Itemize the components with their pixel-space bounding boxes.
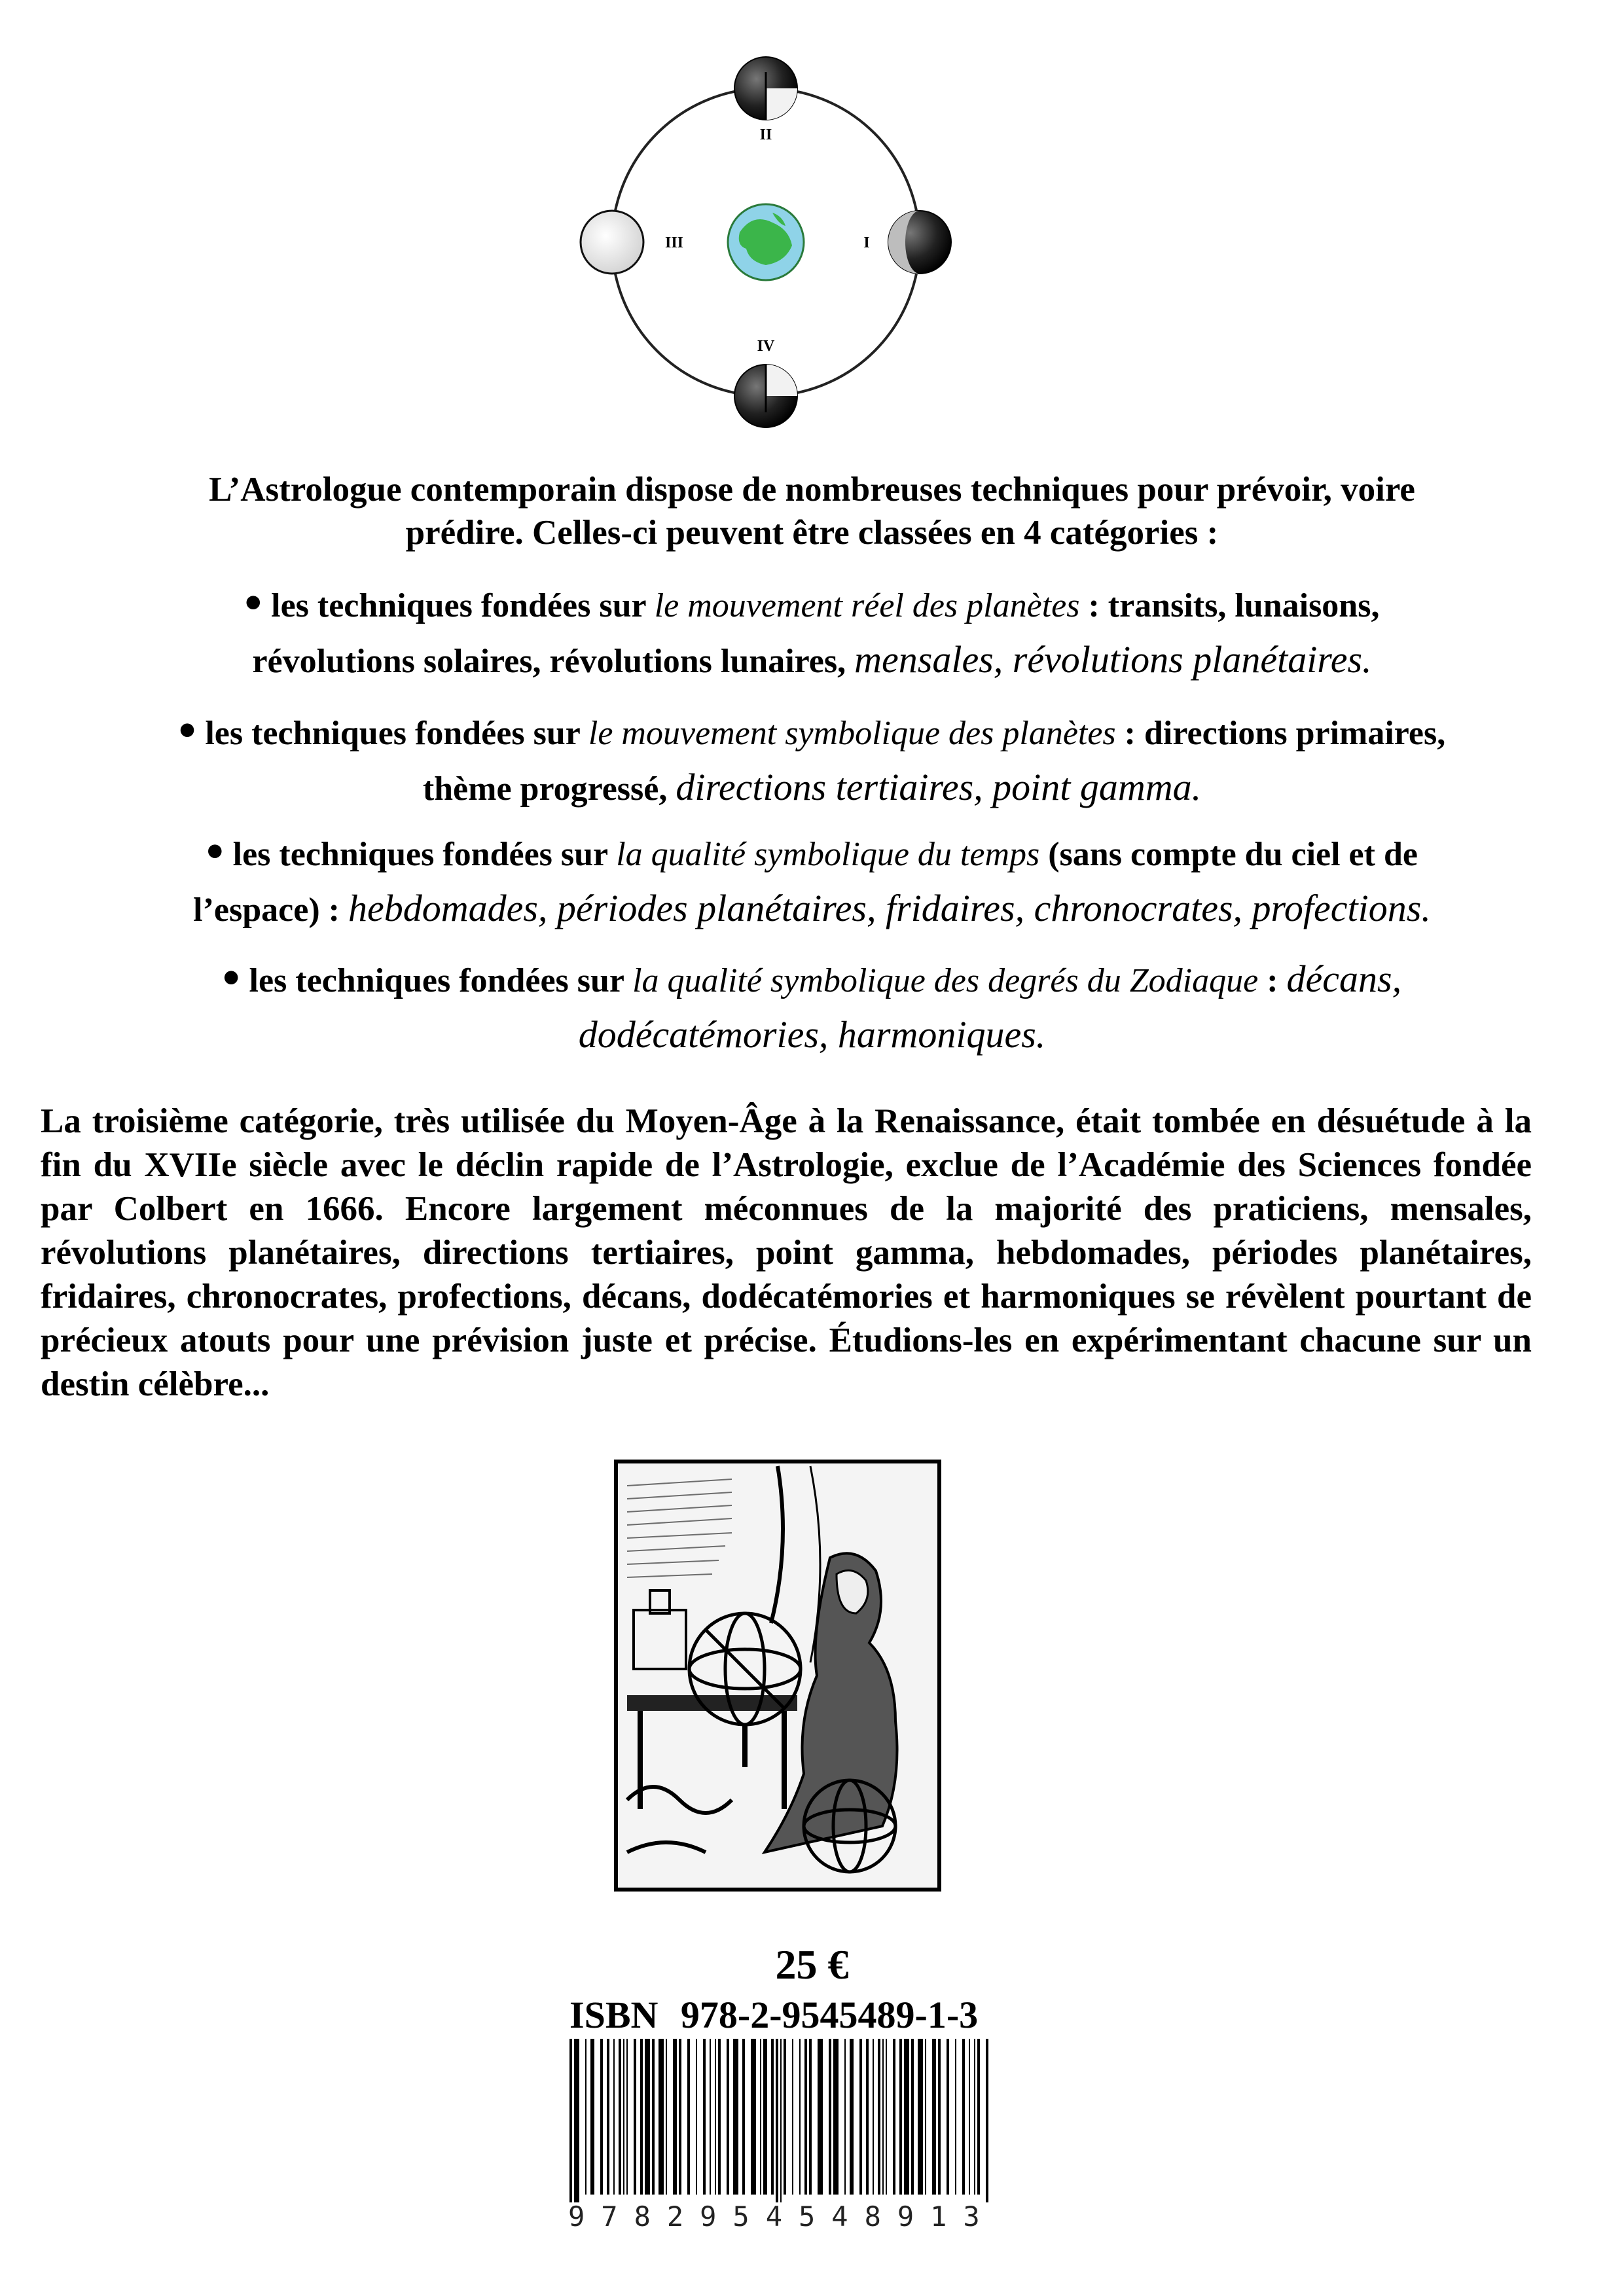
bullet-dot-icon: •	[222, 950, 240, 1005]
intro-line-2: prédire. Celles-ci peuvent être classées en 4 catégories :	[405, 514, 1219, 552]
barcode-bar	[640, 2039, 643, 2195]
barcode-bar	[938, 2039, 941, 2195]
barcode-bar	[969, 2039, 970, 2195]
barcode-bar	[634, 2039, 636, 2195]
barcode-bar	[974, 2039, 975, 2195]
barcode-bar	[925, 2039, 926, 2195]
barcode-bar	[718, 2039, 721, 2195]
moon-phase-II-icon	[734, 57, 797, 120]
barcode-bar	[703, 2039, 706, 2195]
bullet-dot-icon: •	[178, 703, 196, 758]
barcode-image	[564, 2039, 996, 2202]
barcode-bar	[911, 2039, 914, 2195]
barcode-bar	[844, 2039, 846, 2195]
lunar-phase-diagram	[576, 46, 956, 439]
barcode-bar	[780, 2039, 782, 2202]
description-paragraph: La troisième catégorie, très utilisée du Moyen-Âge à la Renaissance, était tombée en désuétude à la fin du XVIIe siècle avec le déclin rapide de l’Astrologie, exclue de l’Académie des Sciences fondée par Colbert en 1666. Encore largement méconnues de la majorité des praticiens, mensales, révolutions planétaires, directions tertiaires, point gamma, hebdomades, périodes planétaires, fridaires, chronocrates, profections, décans, dodécatémories et harmoniques se révèlent pourtant de précieux atouts pour une prévision juste et précise. Étudions-les en expérimentant chacune sur un destin célèbre...	[41, 1102, 1532, 1403]
moon-phase-I-icon	[888, 211, 951, 274]
barcode-bar	[918, 2039, 923, 2195]
intro-line-1: L’Astrologue contemporain dispose de nombreuses techniques pour prévoir, voire	[209, 471, 1415, 509]
barcode-bar	[947, 2039, 949, 2195]
barcode-bar	[763, 2039, 767, 2195]
phase-label-IV: IV	[757, 338, 775, 355]
barcode-bar	[784, 2039, 786, 2195]
barcode-bar	[809, 2039, 812, 2195]
barcode-bar	[733, 2039, 738, 2195]
barcode-bar	[829, 2039, 831, 2195]
barcode-bar	[710, 2039, 711, 2195]
barcode-bar	[904, 2039, 909, 2195]
barcode-bar	[799, 2039, 801, 2195]
phase-label-II: II	[759, 126, 772, 143]
bullet-item-symbolic-time: • les techniques fondées sur la qualité symbolique du temps (sans compte du ciel et de l’espace) : hebdomades, périodes planétaires, fridaires, chronocrates, profections.	[193, 824, 1431, 929]
bullet-item-symbolic-movement: • les techniques fondées sur le mouvement symbolique des planètes : directions primaires, thème progressé, directions tertiaires, point gamma.	[178, 703, 1446, 808]
barcode-bar	[962, 2039, 965, 2195]
barcode-bar	[696, 2039, 697, 2195]
barcode-bar	[607, 2039, 609, 2195]
barcode-bar	[955, 2039, 956, 2195]
bullet-item-real-movement: • les techniques fondées sur le mouvement réel des planètes : transits, lunaisons, révolutions solaires, révolutions lunaires, mensales, révolutions planétaires.	[244, 575, 1380, 681]
barcode-bar	[850, 2039, 854, 2195]
barcode-bar	[590, 2039, 594, 2195]
barcode-bar	[569, 2039, 572, 2202]
barcode-bar	[687, 2039, 690, 2195]
barcode-bar	[742, 2039, 745, 2195]
barcode-bar	[619, 2039, 621, 2195]
barcode-digits: 9782954548913	[568, 2200, 996, 2233]
barcode-bar	[666, 2039, 667, 2195]
earth-icon	[728, 204, 804, 280]
barcode-bar	[833, 2039, 839, 2195]
barcode-bar	[727, 2039, 729, 2195]
barcode-bar	[760, 2039, 761, 2195]
barcode-bar	[792, 2039, 793, 2195]
barcode-bar	[873, 2039, 874, 2195]
bullet-dot-icon: •	[206, 824, 224, 879]
barcode-bar	[679, 2039, 681, 2195]
astrologer-engraving-image	[614, 1460, 941, 1892]
barcode-bar	[673, 2039, 677, 2195]
barcode-bar	[866, 2039, 869, 2195]
phase-label-III: III	[664, 234, 684, 251]
barcode-bar	[977, 2039, 980, 2195]
barcode-bar	[804, 2039, 807, 2195]
bullet-item-zodiac-degrees: • les techniques fondées sur la qualité symbolique des degrés du Zodiaque : décans, dodécatémories, harmoniques.	[222, 950, 1402, 1056]
barcode-bar	[645, 2039, 650, 2195]
barcode-bar	[652, 2039, 655, 2195]
barcode-bar	[613, 2039, 615, 2195]
price-label: 25 €	[775, 1941, 849, 1988]
barcode-bar	[574, 2039, 579, 2202]
barcode-bar	[986, 2039, 988, 2202]
barcode-bar	[818, 2039, 823, 2195]
barcode-bar	[659, 2039, 664, 2195]
barcode-bar	[715, 2039, 716, 2195]
barcode-bar	[626, 2039, 628, 2195]
barcode-bar	[600, 2039, 603, 2195]
bullet-dot-icon: •	[244, 575, 262, 630]
barcode-bar	[882, 2039, 884, 2195]
barcode-bar	[878, 2039, 880, 2195]
barcode-bar	[771, 2039, 774, 2195]
moon-phase-IV-icon	[734, 365, 797, 427]
barcode-bar	[886, 2039, 887, 2195]
isbn-label: ISBN 978-2-9545489-1-3	[569, 1994, 979, 2036]
barcode-bar	[585, 2039, 586, 2195]
barcode-bar	[932, 2039, 936, 2195]
barcode-bar	[899, 2039, 902, 2195]
barcode-bar	[751, 2039, 756, 2195]
moon-phase-III-icon	[581, 211, 643, 274]
barcode-bar	[893, 2039, 895, 2195]
intro-text	[0, 468, 1624, 554]
phase-label-I: I	[863, 234, 870, 251]
barcode-bar	[776, 2039, 778, 2202]
barcode-bar	[859, 2039, 862, 2195]
barcode-bar	[623, 2039, 624, 2195]
